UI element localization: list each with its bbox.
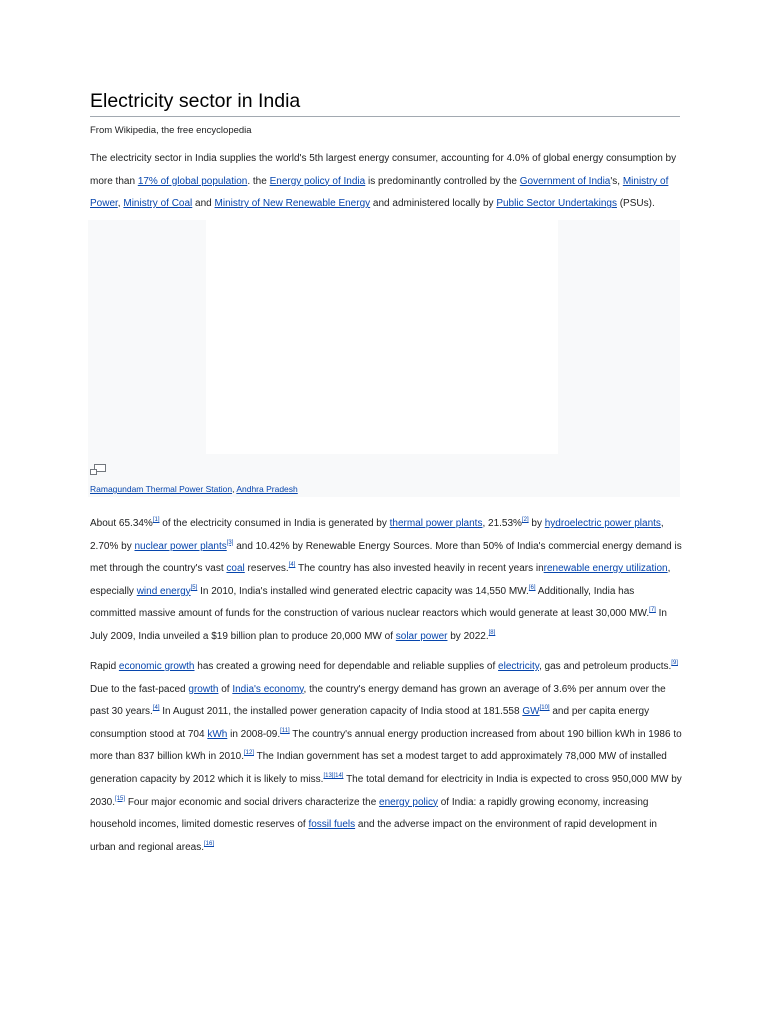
text: reserves.	[244, 563, 289, 575]
link-growth[interactable]: growth	[188, 683, 219, 695]
power-station-image[interactable]	[206, 220, 558, 454]
link-public-sector-undertakings[interactable]: Public Sector Undertakings	[496, 198, 617, 210]
text: The country has also invested heavily in recent years in	[295, 563, 544, 575]
citation[interactable]: [6]	[528, 584, 536, 591]
link-energy-policy[interactable]: energy policy	[379, 796, 438, 808]
link-andhra-pradesh[interactable]: Andhra Pradesh	[236, 484, 298, 494]
text: The Indian government has set a modest target to add approximately 78,000 MW of installed generation capacity by 2012 which it is likely to miss.	[90, 751, 667, 785]
text: Additionally, India has committed massive amount of funds for the construction of various nuclear reactors which would generate at least 30,000 MW.	[90, 585, 650, 620]
citation[interactable]: [3]	[226, 539, 234, 546]
text: , the country's energy demand has grown an average of 3.6% per annum over the past 30 years.	[90, 683, 666, 718]
text: has created a growing need for dependable and reliable supplies of	[194, 661, 499, 672]
magnify-clip-icon[interactable]	[90, 464, 106, 476]
text: by	[528, 518, 545, 529]
text: The total demand for electricity in India is expected to cross 950,000 MW by 2030.	[90, 773, 682, 808]
text: 's,	[610, 175, 623, 187]
thumbnail-figure	[88, 220, 680, 497]
text: , 21.53%	[482, 518, 522, 529]
link-coal[interactable]: coal	[226, 563, 245, 575]
link-ministry-of-power[interactable]: Ministry of Power	[90, 175, 669, 210]
text: , gas and petroleum products.	[538, 661, 672, 672]
link-gw[interactable]: GW	[522, 706, 540, 718]
link-wind-energy[interactable]: wind energy	[136, 585, 191, 597]
citation[interactable]: [11]	[280, 727, 290, 734]
link-solar-power[interactable]: solar power	[395, 630, 448, 642]
citation[interactable]: [12]	[243, 750, 254, 757]
text: The country's annual energy production increased from about 190 billion kWh in 1986 to more than 837 billion kWh in 2010.	[90, 728, 682, 763]
text: and 10.42% by Renewable Energy Sources. More than 50% of India's commercial energy demand is met through the country's vast	[90, 540, 682, 575]
link-ministry-of-coal[interactable]: Ministry of Coal	[123, 198, 193, 210]
text: Four major economic and social drivers characterize the	[125, 796, 380, 808]
text: About 65.34%	[90, 518, 153, 529]
figure-caption	[90, 484, 298, 494]
citation[interactable]: [16]	[203, 840, 214, 847]
citation[interactable]: [4]	[152, 705, 160, 712]
text: of India: a rapidly growing economy, increasing household incomes, limited domestic reserves of	[90, 796, 649, 831]
citation[interactable]: [8]	[488, 629, 496, 636]
link-ministry-of-new-renewable-energy[interactable]: Ministry of New Renewable Energy	[214, 198, 371, 210]
citation[interactable]: [7]	[649, 607, 656, 614]
site-tagline: From Wikipedia, the free encyclopedia	[90, 125, 252, 136]
link-indias-economy[interactable]: India's economy	[232, 683, 304, 695]
link-economic-growth[interactable]: economic growth	[118, 661, 195, 672]
link-energy-policy-of-india[interactable]: Energy policy of India	[269, 175, 366, 187]
text: (PSUs).	[616, 198, 655, 210]
text: in 2008-09.	[227, 728, 281, 740]
text: The electricity sector in India supplies the world's 5th largest energy consumer, accounting for 4.0% of global energy consumption by more than	[90, 153, 677, 187]
text: ,	[232, 484, 237, 494]
text: of the electricity consumed in India is generated by	[159, 518, 390, 529]
link-kwh[interactable]: kWh	[207, 728, 228, 740]
citation[interactable]: [4]	[288, 562, 296, 569]
text: is predominantly controlled by the	[365, 175, 520, 187]
citation[interactable]: [5]	[190, 584, 198, 591]
text: , especially	[90, 563, 671, 597]
citation[interactable]: [13][14]	[323, 772, 344, 779]
text: Due to the fast-paced	[90, 683, 189, 695]
citation[interactable]: [15]	[115, 795, 126, 802]
text: and per capita energy consumption stood at 704	[90, 706, 650, 740]
text: by 2022.	[447, 630, 489, 642]
intro-paragraph	[90, 148, 682, 216]
link-hydroelectric-power-plants[interactable]: hydroelectric power plants	[544, 518, 661, 529]
text: Rapid	[90, 661, 119, 672]
text: . the	[247, 175, 270, 187]
link-renewable-energy-utilization[interactable]: renewable energy utilization	[543, 563, 668, 575]
text: In August 2011, the installed power generation capacity of India stood at 181.558	[159, 706, 523, 718]
text: , 2.70% by	[90, 518, 664, 552]
text: and	[192, 198, 215, 210]
link-fossil-fuels[interactable]: fossil fuels	[308, 819, 356, 831]
citation[interactable]: [10]	[539, 705, 550, 712]
text: and administered locally by	[370, 198, 497, 210]
text: In 2010, India's installed wind generated electric capacity was 14,550 MW.	[197, 585, 529, 597]
page-title: Electricity sector in India	[90, 88, 680, 117]
text: and the adverse impact on the environment of rapid development in urban and regional areas.	[90, 819, 657, 853]
text: ,	[117, 198, 124, 210]
link-electricity[interactable]: electricity	[498, 661, 539, 672]
text: of	[218, 683, 233, 695]
link-global-population[interactable]: 17% of global population	[137, 175, 248, 187]
link-nuclear-power-plants[interactable]: nuclear power plants	[134, 540, 227, 552]
growth-paragraph	[90, 656, 682, 859]
link-thermal-power-plants[interactable]: thermal power plants	[389, 518, 483, 529]
text: In July 2009, India unveiled a $19 billion plan to produce 20,000 MW of	[90, 608, 667, 642]
citation[interactable]: [2]	[521, 517, 529, 523]
link-government-of-india[interactable]: Government of India	[519, 175, 611, 187]
citation[interactable]: [9]	[671, 660, 678, 666]
generation-paragraph	[90, 513, 682, 649]
citation[interactable]: [1]	[152, 517, 160, 523]
link-ramagundam-thermal-power-station[interactable]: Ramagundam Thermal Power Station	[90, 484, 233, 494]
